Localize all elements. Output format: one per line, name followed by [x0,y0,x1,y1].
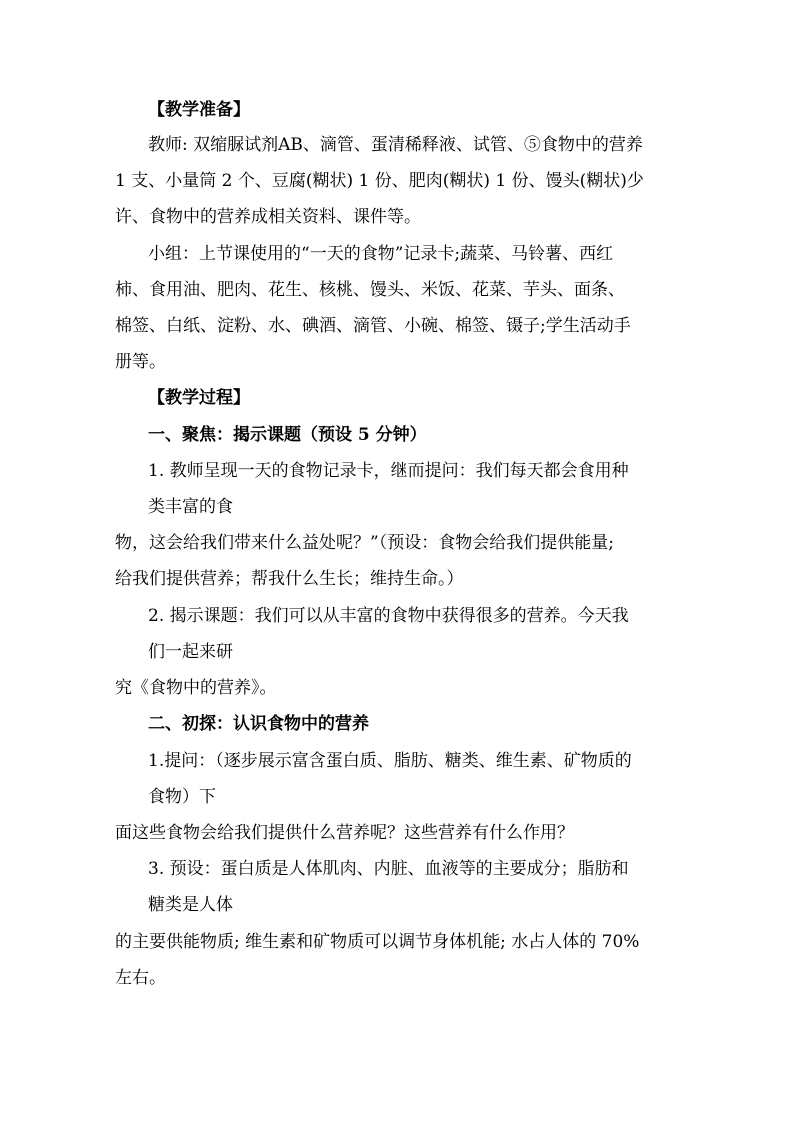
paragraph-line: 棉签、白纸、淀粉、水、碘酒、滴管、小碗、棉签、镊子;学生活动手 [115,316,631,336]
subsection-heading-explore: 二、初探：认识食物中的营养 [148,714,369,734]
paragraph-line: 类丰富的食 [148,497,233,517]
paragraph-line: 左右。 [115,968,166,988]
paragraph-line: 究《食物中的营养》。 [115,678,277,698]
section-heading-process: 【教学过程】 [148,388,250,408]
paragraph-line: 2. 揭示课题：我们可以从丰富的食物中获得很多的营养。今天我 [148,606,629,626]
paragraph-line: 1. 教师呈现一天的食物记录卡，继而提问：我们每天都会食用种 [148,461,629,481]
paragraph-line: 面这些食物会给我们提供什么营养呢？这些营养有什么作用？ [115,823,574,843]
paragraph-line: 食物）下 [148,787,216,807]
paragraph-line: 的主要供能物质; 维生素和矿物质可以调节身体机能; 水占人体的 70% [115,932,640,952]
paragraph-line: 教师: 双缩脲试剂AB、滴管、蛋清稀释液、试管、⑤食物中的营养 [148,135,643,155]
paragraph-line: 册等。 [115,352,166,372]
paragraph-line: 小组：上节课使用的“一天的食物”记录卡;蔬菜、马铃薯、西红 [148,244,614,264]
paragraph-line: 1.提问：（逐步展示富含蛋白质、脂肪、糖类、维生素、矿物质的 [148,751,632,771]
paragraph-line: 糖类是人体 [148,895,233,915]
paragraph-line: 许、食物中的营养成相关资料、课件等。 [115,207,421,227]
paragraph-line: 1 支、小量筒 2 个、豆腐(糊状) 1 份、肥肉(糊状) 1 份、馒头(糊状)少 [115,171,644,191]
subsection-heading-focus: 一、聚焦：揭示课题（预设 5 分钟） [148,425,427,445]
section-heading-preparation: 【教学准备】 [148,100,250,120]
paragraph-line: 柿、食用油、肥肉、花生、核桃、馒头、米饭、花菜、芋头、面条、 [115,280,625,300]
paragraph-line: 物，这会给我们带来什么益处呢？”（预设：食物会给我们提供能量; [115,533,614,553]
paragraph-line: 们一起来研 [148,642,233,662]
paragraph-line: 3. 预设：蛋白质是人体肌肉、内脏、血液等的主要成分；脂肪和 [148,859,629,879]
paragraph-line: 给我们提供营养；帮我什么生长；维持生命。） [115,569,464,589]
